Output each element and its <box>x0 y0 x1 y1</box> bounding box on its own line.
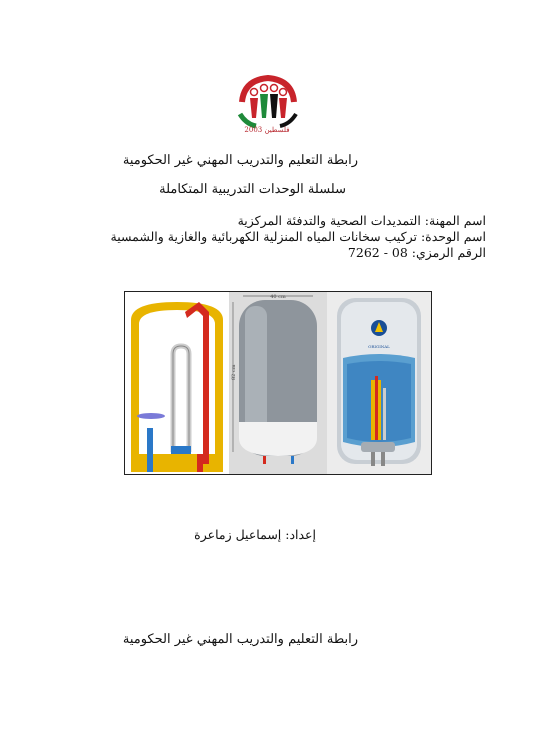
author-credit: إعداد: إسماعيل زماعرة <box>194 527 316 542</box>
water-heater-illustrations <box>125 292 431 474</box>
organization-name: رابطة التعليم والتدريب المهني غير الحكومية <box>122 153 358 168</box>
series-title: سلسلة الوحدات التدريبية المتكاملة <box>159 182 346 197</box>
dimension-height-label: 82 cm <box>231 364 237 380</box>
heater-exterior-panel <box>229 292 327 474</box>
code-line: الرقم الرمزي: 08 - 7262 <box>347 245 486 260</box>
unit-line: اسم الوحدة: تركيب سخانات المياه المنزلية الكهربائية والغازية والشمسية <box>110 229 486 244</box>
brand-label: ORIGINAL <box>368 344 390 349</box>
profession-line: اسم المهنة: التمديدات الصحية والتدفئة المركزية <box>237 213 486 228</box>
logo-caption: فلسطين 2003 <box>244 126 290 134</box>
info-block <box>111 213 487 261</box>
water-heater-figure <box>124 291 432 475</box>
heater-cutaway-panel <box>327 292 431 474</box>
dimension-width-label: 40 cm <box>270 294 286 300</box>
heater-cross-section-panel <box>125 292 229 474</box>
footer-organization-name: رابطة التعليم والتدريب المهني غير الحكومية <box>122 632 358 647</box>
